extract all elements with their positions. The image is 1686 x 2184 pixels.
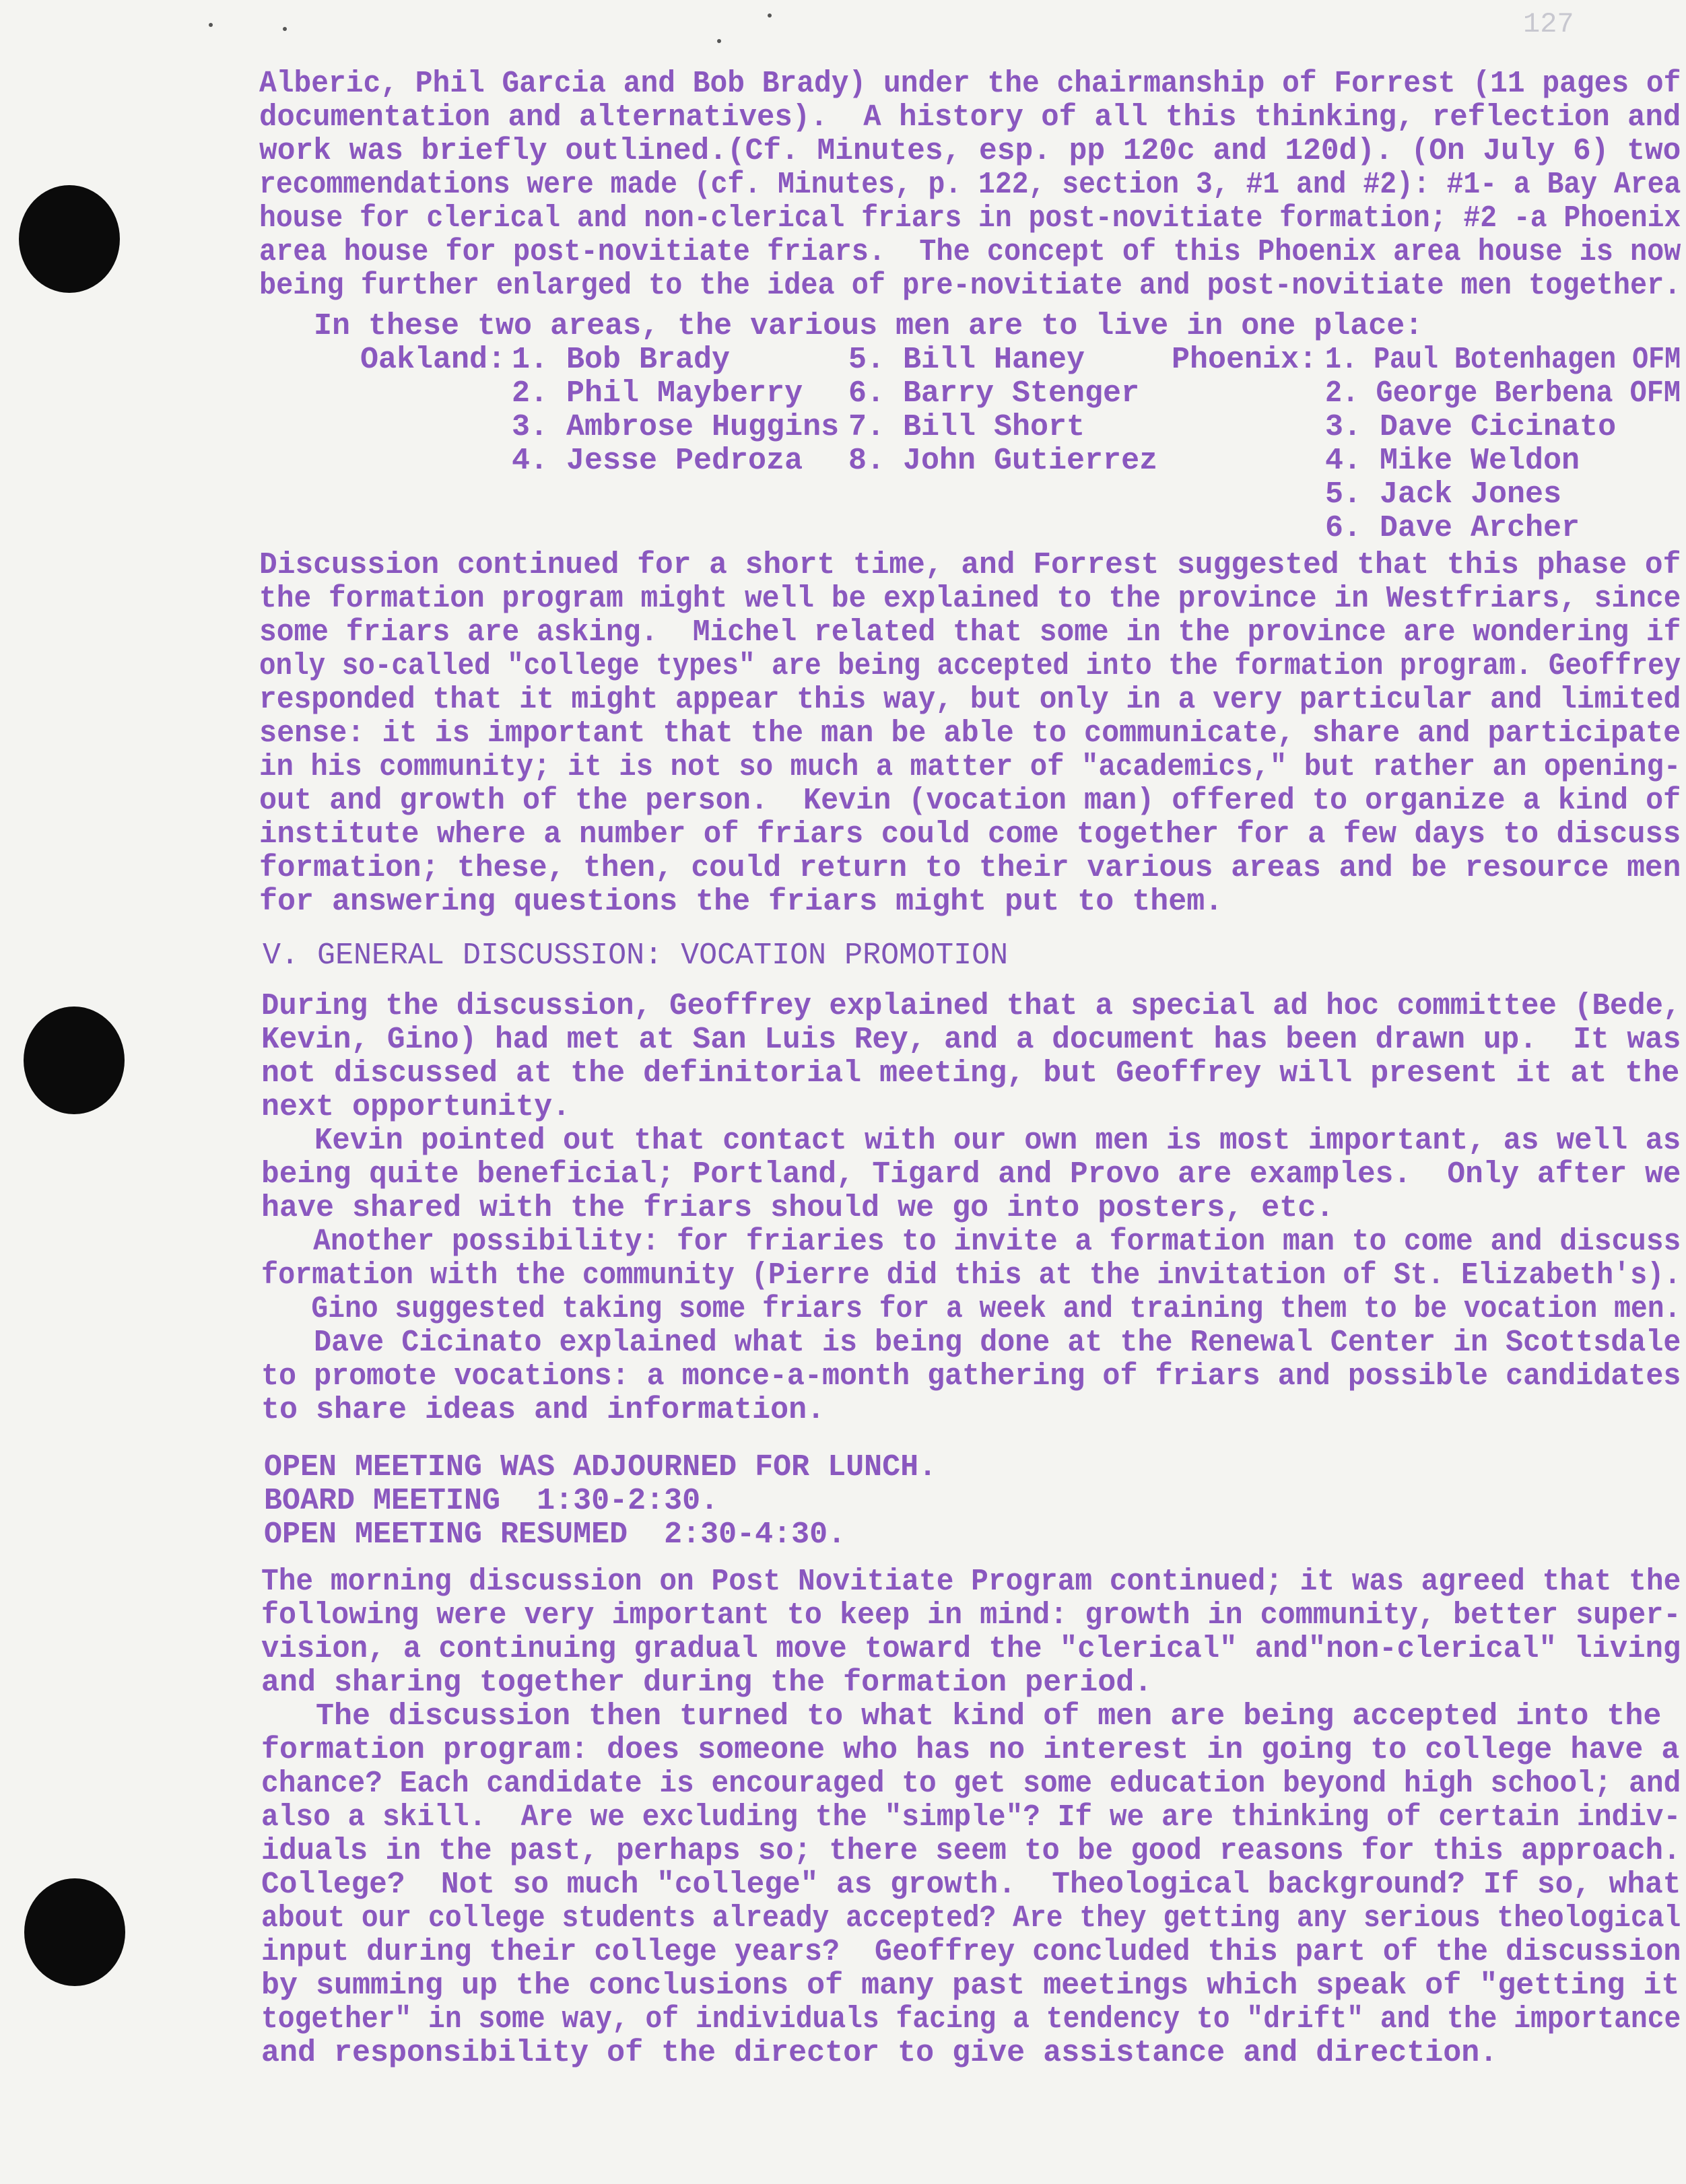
- text-line: In these two areas, the various men are to live in one place:: [259, 309, 1423, 343]
- text-line: area house for post-novitiate friars. The concept of this Phoenix area house is now: [259, 235, 1681, 269]
- text-line: out and growth of the person. Kevin (vocation man) offered to organize a kind of: [259, 784, 1681, 818]
- section-heading: V. GENERAL DISCUSSION: VOCATION PROMOTION: [263, 939, 1009, 973]
- text-line: work was briefly outlined.(Cf. Minutes, esp. pp 120c and 120d). (On July 6) two: [259, 134, 1681, 168]
- text-line: vision, a continuing gradual move toward the "clerical" and"non-clerical" living: [261, 1632, 1681, 1666]
- text-line: The morning discussion on Post Novitiate Program continued; it was agreed that the: [261, 1565, 1681, 1599]
- text-line: not discussed at the definitorial meeting, but Geoffrey will present it at the: [261, 1056, 1680, 1091]
- text-line: responded that it might appear this way, but only in a very particular and limited: [259, 683, 1681, 717]
- text-line: about our college students already accepted? Are they getting any serious theological: [261, 1901, 1681, 1936]
- text-line: Alberic, Phil Garcia and Bob Brady) under the chairmanship of Forrest (11 pages of: [259, 67, 1681, 101]
- text-line: and responsibility of the director to give assistance and direction.: [261, 2036, 1498, 2070]
- text-line: only so-called "college types" are being accepted into the formation program. Geoffrey: [259, 649, 1681, 683]
- oakland-member: 4. Jesse Pedroza: [512, 444, 803, 478]
- text-line: institute where a number of friars could come together for a few days to discuss: [259, 817, 1681, 852]
- text-line: During the discussion, Geoffrey explained that a special ad hoc committee (Bede,: [261, 989, 1681, 1023]
- page-number: 127: [1523, 8, 1574, 40]
- text-line: by summing up the conclusions of many past meetings which speak of "getting it: [261, 1969, 1680, 2003]
- text-line: College? Not so much "college" as growth. Theological background? If so, what: [261, 1868, 1681, 1902]
- text-line: Kevin, Gino) had met at San Luis Rey, and a document has been drawn up. It was: [261, 1023, 1681, 1057]
- text-line: together" in some way, of individuals facing a tendency to "drift" and the importance: [261, 2002, 1681, 2037]
- text-line: in his community; it is not so much a matter of "academics," but rather an opening-: [259, 750, 1681, 784]
- text-line: documentation and alternatives). A history of all this thinking, reflection and: [259, 100, 1681, 135]
- oakland-label: Oakland:: [360, 343, 506, 377]
- punch-hole: [24, 1878, 125, 1986]
- text-line: for answering questions the friars might put to them.: [259, 885, 1223, 919]
- text-line: Discussion continued for a short time, and Forrest suggested that this phase of: [259, 548, 1681, 582]
- text-line: next opportunity.: [261, 1090, 571, 1124]
- text-line: formation with the community (Pierre did this at the invitation of St. Elizabeth's).: [261, 1258, 1681, 1293]
- oakland-member: 1. Bob Brady: [512, 343, 731, 377]
- schedule-line: BOARD MEETING 1:30-2:30.: [264, 1484, 719, 1518]
- text-line: have shared with the friars should we go into posters, etc.: [261, 1191, 1335, 1225]
- oakland-member: 2. Phil Mayberry: [512, 376, 803, 411]
- text-line: being quite beneficial; Portland, Tigard and Provo are examples. Only after we: [261, 1157, 1681, 1192]
- text-line: the formation program might well be explained to the province in Westfriars, since: [259, 582, 1681, 616]
- text-line: to promote vocations: a monce-a-month gathering of friars and possible candidates: [261, 1359, 1681, 1394]
- text-line: Kevin pointed out that contact with our own men is most important, as well as: [261, 1124, 1681, 1158]
- text-line: some friars are asking. Michel related that some in the province are wondering if: [259, 615, 1681, 650]
- phoenix-member: 5. Jack Jones: [1325, 477, 1562, 512]
- text-line: Another possibility: for friaries to invite a formation man to come and discuss: [261, 1225, 1681, 1259]
- text-line: chance? Each candidate is encouraged to get some education beyond high school; and: [261, 1767, 1681, 1801]
- punch-hole: [24, 1006, 125, 1114]
- text-line: iduals in the past, perhaps so; there seem to be good reasons for this approach.: [261, 1834, 1681, 1868]
- text-line: house for clerical and non-clerical friars in post-novitiate formation; #2 -a Phoenix: [259, 201, 1681, 236]
- punch-hole: [19, 185, 120, 293]
- text-line: input during their college years? Geoffrey concluded this part of the discussion: [261, 1935, 1681, 1969]
- paper-speck: [768, 13, 772, 18]
- oakland-member: 8. John Gutierrez: [848, 444, 1158, 478]
- phoenix-member: 4. Mike Weldon: [1325, 444, 1580, 478]
- text-line: Dave Cicinato explained what is being done at the Renewal Center in Scottsdale: [261, 1326, 1681, 1360]
- oakland-member: 7. Bill Short: [848, 410, 1085, 444]
- phoenix-member: 3. Dave Cicinato: [1325, 410, 1617, 444]
- oakland-member: 5. Bill Haney: [848, 343, 1085, 377]
- text-line: The discussion then turned to what kind of men are being accepted into the: [261, 1699, 1662, 1734]
- oakland-member: 6. Barry Stenger: [848, 376, 1140, 411]
- phoenix-member: 1. Paul Botenhagen OFM: [1325, 343, 1681, 377]
- phoenix-member: 6. Dave Archer: [1325, 511, 1580, 545]
- text-line: and sharing together during the formation period.: [261, 1666, 1153, 1700]
- schedule-line: OPEN MEETING RESUMED 2:30-4:30.: [264, 1517, 846, 1552]
- phoenix-member: 2. George Berbena OFM: [1325, 376, 1681, 411]
- schedule-line: OPEN MEETING WAS ADJOURNED FOR LUNCH.: [264, 1450, 937, 1485]
- text-line: formation program: does someone who has no interest in going to college have a: [261, 1733, 1680, 1767]
- text-line: sense: it is important that the man be able to communicate, share and participate: [259, 716, 1681, 751]
- text-line: formation; these, then, could return to their various areas and be resource men: [259, 851, 1681, 885]
- paper-speck: [209, 23, 213, 27]
- text-line: Gino suggested taking some friars for a week and training them to be vocation men.: [261, 1292, 1681, 1326]
- paper-speck: [717, 39, 721, 43]
- phoenix-label: Phoenix:: [1172, 343, 1318, 377]
- oakland-member: 3. Ambrose Huggins: [512, 410, 840, 444]
- text-line: to share ideas and information.: [261, 1393, 825, 1427]
- text-line: following were very important to keep in mind: growth in community, better super-: [261, 1598, 1681, 1633]
- text-line: recommendations were made (cf. Minutes, p. 122, section 3, #1 and #2): #1- a Bay Area: [259, 168, 1681, 202]
- text-line: being further enlarged to the idea of pre-novitiate and post-novitiate men together.: [259, 269, 1681, 303]
- paper-speck: [283, 27, 287, 31]
- text-line: also a skill. Are we excluding the "simple"? If we are thinking of certain indiv-: [261, 1800, 1681, 1835]
